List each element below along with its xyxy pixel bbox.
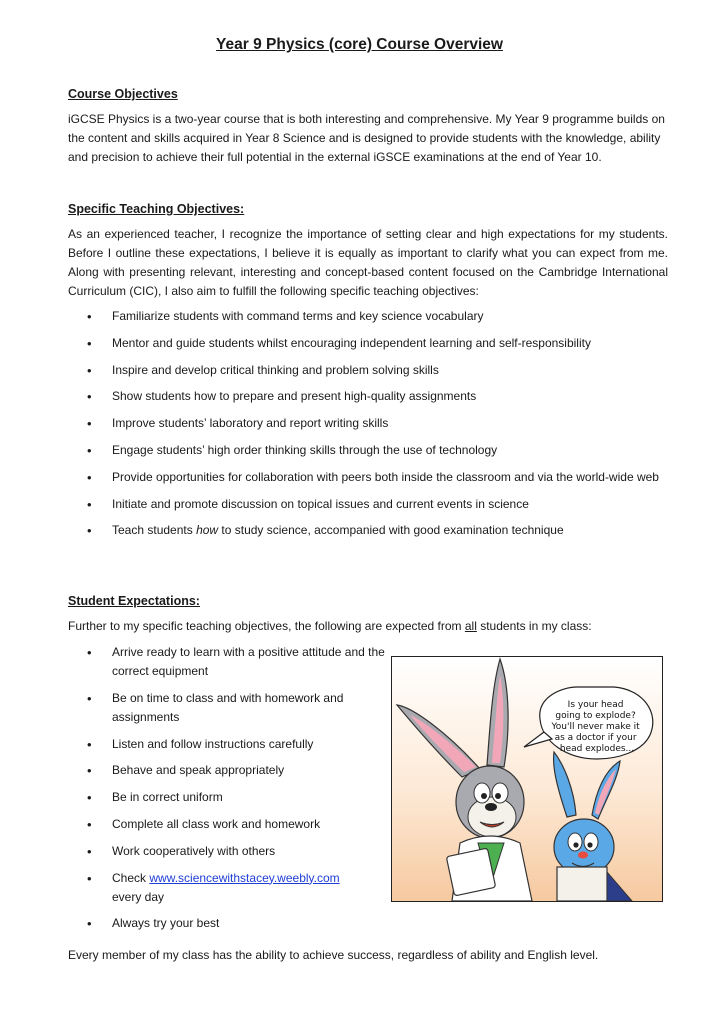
intro-text: Further to my specific teaching objectives, the following are expected from (68, 619, 465, 633)
list-item (68, 521, 668, 540)
list-item: • Behave and speak appropriately (68, 761, 388, 780)
list-item-text: Check (112, 870, 150, 885)
list-item: • Inspire and develop critical thinking and problem solving skills (68, 361, 668, 380)
list-item: • Listen and follow instructions carefully (68, 735, 388, 754)
list-item: • Complete all class work and homework (68, 815, 388, 834)
cartoon-illustration (391, 656, 663, 902)
list-item-text: every day (112, 889, 165, 904)
speech-line: You'll never make it (551, 722, 640, 732)
course-objectives-paragraph: iGCSE Physics is a two-year course that is both interesting and comprehensive. My Year 9 programme builds on the content and skills acquired in Year 8 Science and is designed to provide students with the knowledge, ability and precision to achieve their full potential in the external iGSCE examinations at the end of Year 10. (68, 112, 665, 164)
list-item: • Show students how to prepare and present high-quality assignments (68, 387, 668, 406)
speech-line: as a doctor if your (554, 733, 637, 743)
speech-line: head explodes... (559, 744, 635, 754)
page-title: Year 9 Physics (core) Course Overview (216, 36, 503, 53)
website-link[interactable]: www.sciencewithstacey.weebly.com (149, 870, 340, 885)
list-item: • Familiarize students with command terms and key science vocabulary (68, 307, 668, 326)
list-item: • Engage students’ high order thinking skills through the use of technology (68, 441, 668, 460)
list-item: • Be on time to class and with homework and assignments (68, 689, 388, 727)
student-expectations-intro (68, 617, 668, 636)
list-item: • Work cooperatively with others (68, 842, 388, 861)
closing-paragraph: Every member of my class has the ability to achieve success, regardless of ability and English level. (68, 948, 599, 962)
list-item: • Improve students’ laboratory and report writing skills (68, 414, 668, 433)
student-expectations-list (68, 643, 388, 941)
emphasis-text: all (464, 619, 477, 633)
list-item-text: to study science, accompanied with good examination technique (218, 523, 564, 538)
list-item: • Always try your best (68, 914, 388, 933)
teaching-objectives-heading: Specific Teaching Objectives: (68, 202, 245, 216)
intro-text: students in my class: (476, 619, 592, 633)
speech-line: going to explode? (555, 711, 636, 721)
list-item: • Mentor and guide students whilst encouraging independent learning and self-responsibility (68, 334, 668, 353)
list-item: • Be in correct uniform (68, 788, 388, 807)
cartoon-image (392, 657, 662, 901)
speech-line: Is your head (567, 700, 624, 710)
teaching-objectives-list (68, 307, 668, 548)
list-item: • Initiate and promote discussion on topical issues and current events in science (68, 495, 668, 514)
list-item: • Arrive ready to learn with a positive attitude and the correct equipment (68, 643, 388, 681)
list-item: • Provide opportunities for collaboration with peers both inside the classroom and via the world-wide web (68, 468, 668, 487)
list-item (68, 869, 388, 907)
course-objectives-heading: Course Objectives (68, 87, 178, 101)
teaching-objectives-paragraph: As an experienced teacher, I recognize the importance of setting clear and high expectations for my students. Before I outline these expectations, I believe it is equally as important to clarify what you can expect from me. Along with presenting relevant, interesting and concept-based content focused on the Cambridge International Curriculum (CIC), I also aim to fulfill the following specific teaching objectives: (68, 227, 668, 298)
student-expectations-heading: Student Expectations: (68, 594, 200, 608)
list-item-text: Teach students (112, 523, 197, 538)
emphasis-text: how (196, 523, 219, 538)
